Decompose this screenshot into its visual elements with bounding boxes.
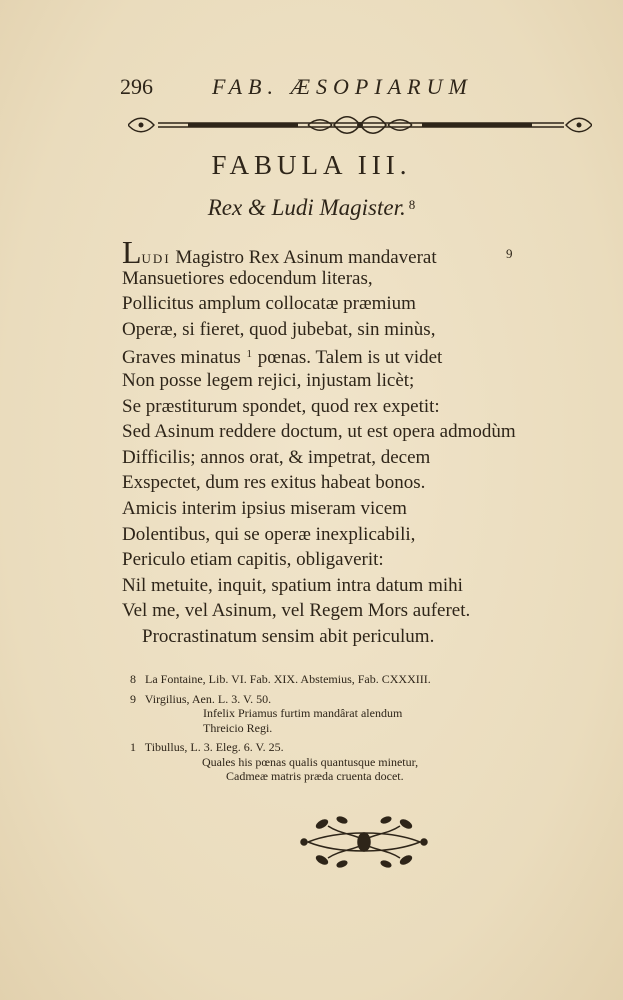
verse-line-2: Mansuetiores edocendum literas,: [122, 267, 373, 289]
verse-line-5: [122, 342, 602, 368]
verse-block: [122, 234, 602, 650]
verse-line-6: Non posse legem rejici, injustam licèt;: [122, 369, 415, 391]
footnote-quote: Quales his pœnas qualis quantusque minetur,: [202, 754, 419, 769]
page-number: 296: [120, 74, 153, 99]
verse-line-13: Periculo etiam capitis, obligaverit:: [122, 549, 384, 571]
verse-line-7: Se præstiturum spondet, quod rex expetit:: [122, 395, 440, 417]
footnote-mark: 1: [130, 740, 136, 754]
footnote-quote: Threicio Regi.: [203, 720, 273, 735]
drop-cap: L: [122, 234, 142, 270]
ornamental-rule: [128, 112, 592, 138]
verse-text: pœnas. Talem is ut videt: [252, 347, 443, 369]
footnote-quote: Infelix Priamus furtim mandârat alendum: [203, 706, 403, 720]
verse-line-1: [122, 234, 602, 270]
verse-line-15: Vel me, vel Asinum, vel Regem Mors auferet.: [122, 600, 471, 622]
floral-ornament: [298, 812, 430, 870]
verse-line-3: Pollicitus amplum collocatæ præmium: [122, 293, 416, 315]
footnote-mark: 8: [130, 672, 136, 686]
footnote-text: Virgilius, Aen. L. 3. V. 50.: [144, 691, 272, 706]
footnote-1: [130, 740, 570, 755]
footnote-ref-8: 8: [408, 197, 416, 212]
verse-text: Magistro Rex Asinum mandaverat: [170, 247, 437, 268]
small-caps: UDI: [141, 251, 171, 266]
footnotes: [130, 672, 570, 784]
page-header: [120, 74, 510, 104]
footnote-ref-9: 9: [506, 246, 513, 261]
fable-title: FABULA III.: [211, 150, 412, 180]
verse-line-14: Nil metuite, inquit, spatium intra datum mihi: [122, 574, 463, 596]
footnote-ref-1: 1: [246, 348, 252, 361]
fable-subtitle-text: Rex & Ludi Magister.: [207, 195, 406, 220]
verse-line-4: Operæ, si fieret, quod jubebat, sin minùs,: [122, 318, 436, 340]
verse-line-11: Amicis interim ipsius miseram vicem: [122, 497, 407, 519]
running-head: FAB. ÆSOPIARUM: [212, 74, 473, 99]
verse-line-9: Difficilis; annos orat, & impetrat, decem: [122, 446, 431, 468]
footnote-mark: 9: [130, 691, 136, 706]
verse-text: Graves minatus: [122, 347, 246, 369]
footnote-9: [130, 692, 570, 707]
footnote-quote: Cadmeæ matris præda cruenta docet.: [226, 769, 404, 783]
footnote-text: Tibullus, L. 3. Eleg. 6. V. 25.: [144, 740, 284, 754]
verse-line-moral: Procrastinatum sensim abit periculum.: [142, 625, 435, 647]
verse-line-10: Exspectet, dum res exitus habeat bonos.: [122, 472, 426, 494]
fable-subtitle: [0, 195, 623, 221]
verse-line-12: Dolentibus, qui se operæ inexplicabili,: [122, 523, 416, 545]
footnote-text: La Fontaine, Lib. VI. Fab. XIX. Abstemius, Fab. CXXXIII.: [145, 672, 431, 686]
footnote-8: [130, 672, 570, 687]
verse-line-8: Sed Asinum reddere doctum, ut est opera admodùm: [122, 421, 516, 443]
